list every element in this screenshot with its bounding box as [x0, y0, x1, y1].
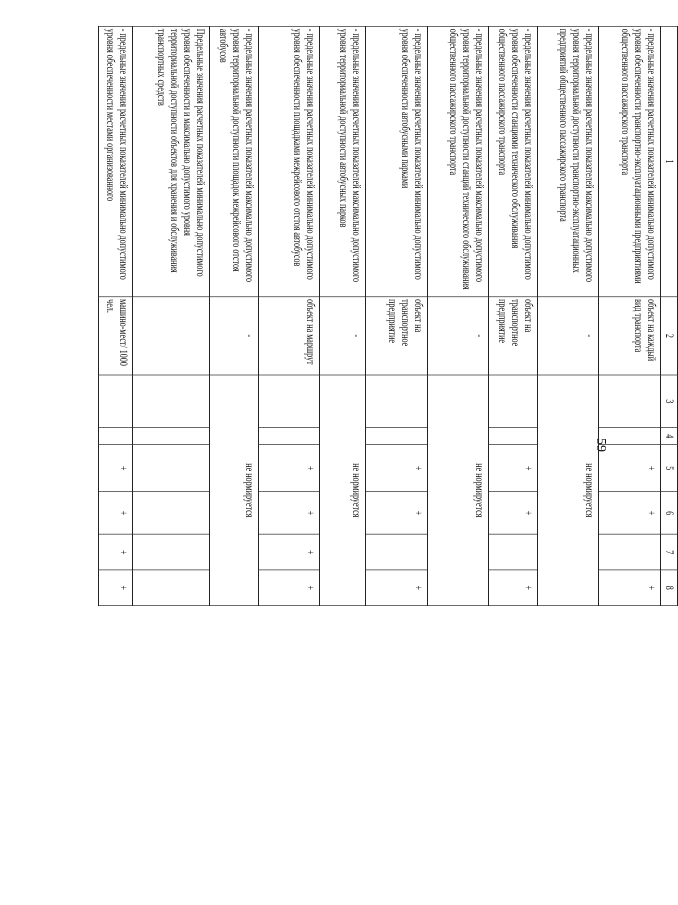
unit-cell: -	[320, 297, 366, 375]
table-row	[99, 26, 133, 605]
mark-col6: +	[258, 492, 320, 535]
mark-col8: +	[366, 570, 428, 606]
table-row	[489, 26, 537, 605]
mark-col8: +	[599, 570, 661, 606]
standards-table	[98, 26, 678, 606]
cell-col4	[599, 428, 661, 445]
table-row	[320, 26, 366, 605]
mark-col6: +	[489, 492, 537, 535]
mark-col8	[133, 570, 210, 606]
rotated-table-frame	[98, 26, 678, 606]
unit-cell: -	[537, 297, 599, 375]
indicator-text: - предельные значения расчетных показателей минимально допустимого уровня обеспеченности станциями технического обслуживания общественного пассажирского транспорта	[489, 26, 537, 296]
mark-col5	[133, 445, 210, 492]
indicator-text: - предельные значения расчетных показателей минимально допустимого уровня обеспеченности транспортно-эксплуатационными предприятиями общественного пассажирского транспорта	[599, 26, 661, 296]
indicator-text: - предельные значения расчетных показателей минимально допустимого уровня обеспеченности автобусными парками	[366, 26, 428, 296]
mark-col7	[366, 534, 428, 570]
unit-cell: -	[210, 297, 258, 375]
mark-col7	[599, 534, 661, 570]
cell-col4	[133, 428, 210, 445]
mark-col8: +	[489, 570, 537, 606]
unit-cell: объект на транспортное предприятие	[366, 297, 428, 375]
cell-col3	[99, 375, 133, 428]
indicator-text: - предельные значения расчетных показателей максимально допустимого уровня территориальной доступности автобусных парков	[320, 26, 366, 296]
cell-col3	[599, 375, 661, 428]
header-row	[661, 26, 678, 605]
mark-col7	[133, 534, 210, 570]
header-cell-2: 2	[661, 297, 678, 375]
table-row	[210, 26, 258, 605]
table-row	[366, 26, 428, 605]
header-cell-7: 7	[661, 534, 678, 570]
table-row	[599, 26, 661, 605]
mark-col6	[133, 492, 210, 535]
cell-col3	[366, 375, 428, 428]
header-cell-3: 3	[661, 375, 678, 428]
mark-col6: +	[599, 492, 661, 535]
cell-col4	[489, 428, 537, 445]
header-cell-6: 6	[661, 492, 678, 535]
page-number: 59	[593, 438, 608, 452]
mark-col5: +	[366, 445, 428, 492]
mark-col5: +	[489, 445, 537, 492]
unit-cell: машино-мест/ 1000 чел.	[99, 297, 133, 375]
mark-col6: +	[99, 492, 133, 535]
cell-col4	[366, 428, 428, 445]
not-regulated-note: не нормируется	[537, 375, 599, 606]
unit-cell	[133, 297, 210, 375]
table-row	[133, 26, 210, 605]
indicator-text: - предельные значения расчетных показателей минимально допустимого уровня обеспеченности площадками межрейсового отстоя автобусов	[258, 26, 320, 296]
header-cell-1: 1	[661, 26, 678, 296]
table-row	[258, 26, 320, 605]
cell-col3	[133, 375, 210, 428]
unit-cell: объект на каждый вид транспорта	[599, 297, 661, 375]
mark-col7	[489, 534, 537, 570]
mark-col8: +	[99, 570, 133, 606]
indicator-text: - предельные значения расчетных показателей минимально допустимого уровня обеспеченности местами организованного	[99, 26, 133, 296]
cell-col4	[99, 428, 133, 445]
not-regulated-note: не нормируется	[210, 375, 258, 606]
table-row	[537, 26, 599, 605]
mark-col5: +	[99, 445, 133, 492]
unit-cell: -	[427, 297, 489, 375]
indicator-text: - предельные значения расчетных показателей максимально допустимого уровня территориальной доступности площадок межрейсового отстоя автобусов	[210, 26, 258, 296]
indicator-text: - предельные значения расчетных показателей максимально допустимого уровня территориальной доступности станций технического обслуживания общественного пассажирского транспорта	[427, 26, 489, 296]
cell-col4	[258, 428, 320, 445]
not-regulated-note: не нормируется	[427, 375, 489, 606]
cell-col3	[489, 375, 537, 428]
mark-col7: +	[99, 534, 133, 570]
unit-cell: объект на транспортное предприятие	[489, 297, 537, 375]
not-regulated-note: не нормируется	[320, 375, 366, 606]
table-row	[427, 26, 489, 605]
mark-col5: +	[599, 445, 661, 492]
indicator-text: - предельные значения расчетных показателей максимально допустимого уровня территориальной доступности транспортно-эксплуатационных предприятий общественного пассажирского транспорта	[537, 26, 599, 296]
rotated-table-area	[98, 26, 678, 886]
header-cell-4: 4	[661, 428, 678, 445]
unit-cell: объект на маршрут	[258, 297, 320, 375]
mark-col7: +	[258, 534, 320, 570]
indicator-text: Предельные значения расчетных показателей минимально допустимого уровня обеспеченности и максимально допустимого уровня территориальной доступности объектов для хранения и обслуживания транспортных средств	[133, 26, 210, 296]
mark-col5: +	[258, 445, 320, 492]
header-cell-8: 8	[661, 570, 678, 606]
header-cell-5: 5	[661, 445, 678, 492]
mark-col8: +	[258, 570, 320, 606]
mark-col6: +	[366, 492, 428, 535]
cell-col3	[258, 375, 320, 428]
